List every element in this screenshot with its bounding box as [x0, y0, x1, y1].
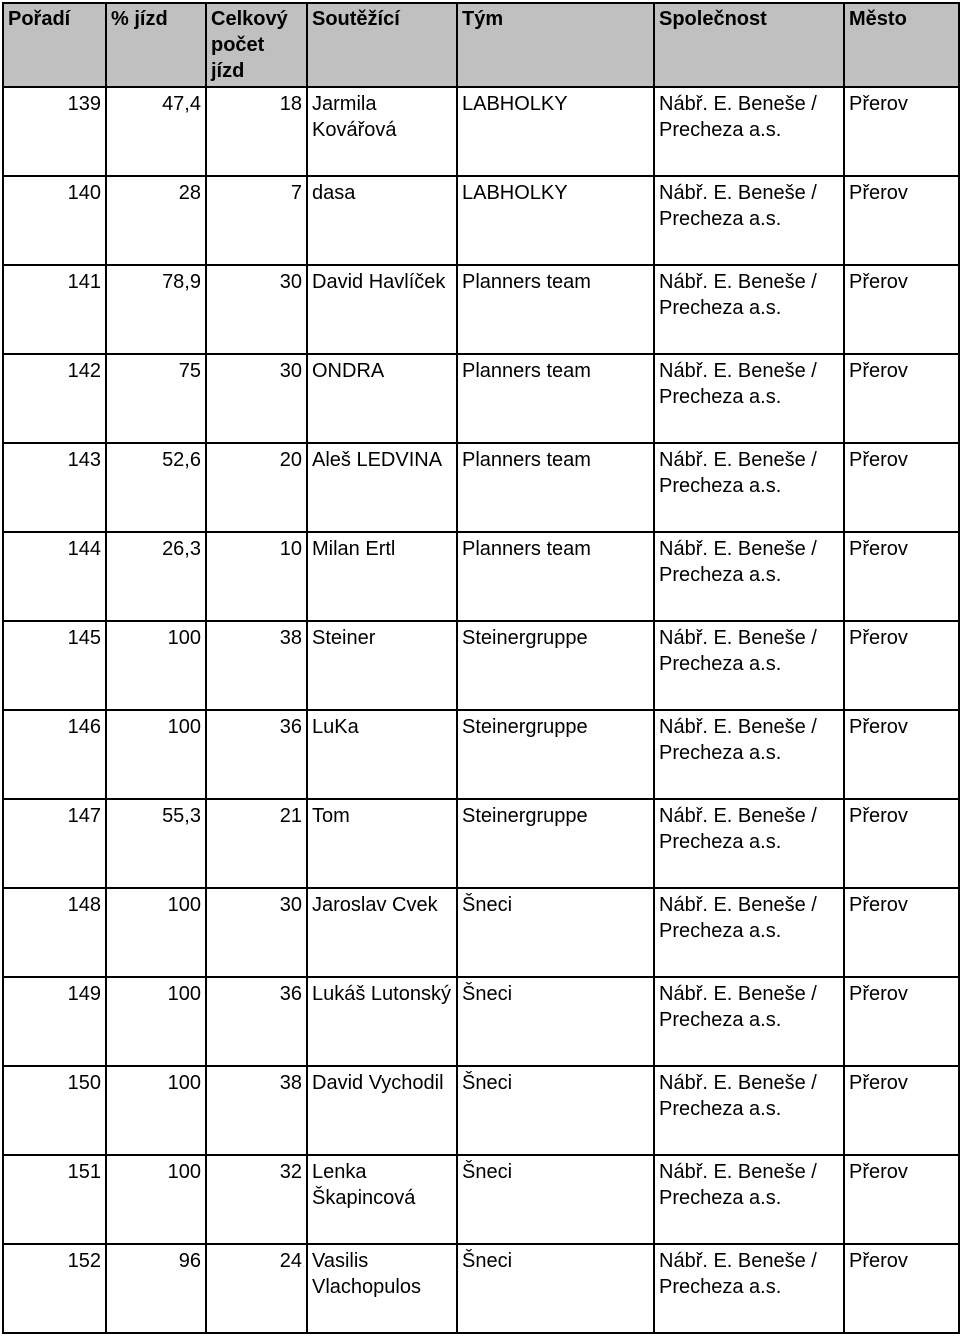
city-cell: Přerov	[844, 265, 959, 354]
team-cell: Šneci	[457, 1155, 654, 1244]
city-cell: Přerov	[844, 87, 959, 176]
company-cell: Nábř. E. Beneše / Precheza a.s.	[654, 710, 844, 799]
company-cell: Nábř. E. Beneše / Precheza a.s.	[654, 265, 844, 354]
rank-cell: 140	[3, 176, 106, 265]
table-row	[3, 443, 959, 532]
header-team: Tým	[457, 3, 654, 87]
total-cell: 32	[206, 1155, 307, 1244]
competitor-cell: Jarmila Kovářová	[307, 87, 457, 176]
total-cell: 30	[206, 265, 307, 354]
rank-cell: 142	[3, 354, 106, 443]
rank-cell: 149	[3, 977, 106, 1066]
city-cell: Přerov	[844, 443, 959, 532]
competitor-cell: Aleš LEDVINA	[307, 443, 457, 532]
team-cell: Steinergruppe	[457, 621, 654, 710]
total-cell: 30	[206, 354, 307, 443]
company-cell: Nábř. E. Beneše / Precheza a.s.	[654, 799, 844, 888]
company-cell: Nábř. E. Beneše / Precheza a.s.	[654, 532, 844, 621]
team-cell: Šneci	[457, 977, 654, 1066]
company-cell: Nábř. E. Beneše / Precheza a.s.	[654, 1066, 844, 1155]
rank-cell: 144	[3, 532, 106, 621]
pct-cell: 47,4	[106, 87, 206, 176]
table-row	[3, 87, 959, 176]
table-row	[3, 1155, 959, 1244]
rank-cell: 150	[3, 1066, 106, 1155]
header-row	[3, 3, 959, 87]
header-total: Celkový počet jízd	[206, 3, 307, 87]
pct-cell: 52,6	[106, 443, 206, 532]
city-cell: Přerov	[844, 710, 959, 799]
pct-cell: 100	[106, 621, 206, 710]
team-cell: Šneci	[457, 1244, 654, 1333]
competitor-cell: dasa	[307, 176, 457, 265]
table-row	[3, 621, 959, 710]
team-cell: Steinergruppe	[457, 799, 654, 888]
competitor-cell: Tom	[307, 799, 457, 888]
team-cell: Planners team	[457, 532, 654, 621]
pct-cell: 75	[106, 354, 206, 443]
city-cell: Přerov	[844, 1155, 959, 1244]
company-cell: Nábř. E. Beneše / Precheza a.s.	[654, 176, 844, 265]
rank-cell: 148	[3, 888, 106, 977]
company-cell: Nábř. E. Beneše / Precheza a.s.	[654, 1244, 844, 1333]
rank-cell: 145	[3, 621, 106, 710]
header-pct: % jízd	[106, 3, 206, 87]
pct-cell: 96	[106, 1244, 206, 1333]
header-city: Město	[844, 3, 959, 87]
table-row	[3, 265, 959, 354]
table-row	[3, 1066, 959, 1155]
total-cell: 38	[206, 1066, 307, 1155]
company-cell: Nábř. E. Beneše / Precheza a.s.	[654, 87, 844, 176]
team-cell: Šneci	[457, 888, 654, 977]
pct-cell: 100	[106, 888, 206, 977]
company-cell: Nábř. E. Beneše / Precheza a.s.	[654, 443, 844, 532]
team-cell: LABHOLKY	[457, 176, 654, 265]
competitor-cell: Steiner	[307, 621, 457, 710]
total-cell: 38	[206, 621, 307, 710]
city-cell: Přerov	[844, 977, 959, 1066]
city-cell: Přerov	[844, 621, 959, 710]
table-row	[3, 1244, 959, 1333]
competitor-cell: Jaroslav Cvek	[307, 888, 457, 977]
competitor-cell: Milan Ertl	[307, 532, 457, 621]
total-cell: 30	[206, 888, 307, 977]
competitor-cell: ONDRA	[307, 354, 457, 443]
rank-cell: 143	[3, 443, 106, 532]
results-table	[2, 2, 960, 1334]
table-row	[3, 799, 959, 888]
city-cell: Přerov	[844, 176, 959, 265]
team-cell: Planners team	[457, 354, 654, 443]
total-cell: 20	[206, 443, 307, 532]
header-company: Společnost	[654, 3, 844, 87]
city-cell: Přerov	[844, 799, 959, 888]
company-cell: Nábř. E. Beneše / Precheza a.s.	[654, 977, 844, 1066]
rank-cell: 151	[3, 1155, 106, 1244]
total-cell: 24	[206, 1244, 307, 1333]
pct-cell: 26,3	[106, 532, 206, 621]
company-cell: Nábř. E. Beneše / Precheza a.s.	[654, 354, 844, 443]
pct-cell: 100	[106, 710, 206, 799]
city-cell: Přerov	[844, 1066, 959, 1155]
competitor-cell: Lenka Škapincová	[307, 1155, 457, 1244]
company-cell: Nábř. E. Beneše / Precheza a.s.	[654, 1155, 844, 1244]
competitor-cell: Vasilis Vlachopulos	[307, 1244, 457, 1333]
city-cell: Přerov	[844, 1244, 959, 1333]
header-competitor: Soutěžící	[307, 3, 457, 87]
company-cell: Nábř. E. Beneše / Precheza a.s.	[654, 621, 844, 710]
total-cell: 36	[206, 977, 307, 1066]
table-row	[3, 710, 959, 799]
rank-cell: 141	[3, 265, 106, 354]
table-row	[3, 532, 959, 621]
company-cell: Nábř. E. Beneše / Precheza a.s.	[654, 888, 844, 977]
total-cell: 7	[206, 176, 307, 265]
total-cell: 18	[206, 87, 307, 176]
city-cell: Přerov	[844, 888, 959, 977]
city-cell: Přerov	[844, 532, 959, 621]
pct-cell: 100	[106, 1066, 206, 1155]
pct-cell: 78,9	[106, 265, 206, 354]
pct-cell: 55,3	[106, 799, 206, 888]
rank-cell: 152	[3, 1244, 106, 1333]
table-row	[3, 977, 959, 1066]
rank-cell: 146	[3, 710, 106, 799]
header-rank: Pořadí	[3, 3, 106, 87]
team-cell: Planners team	[457, 443, 654, 532]
table-row	[3, 176, 959, 265]
total-cell: 36	[206, 710, 307, 799]
total-cell: 21	[206, 799, 307, 888]
competitor-cell: Lukáš Lutonský	[307, 977, 457, 1066]
rank-cell: 139	[3, 87, 106, 176]
table-row	[3, 888, 959, 977]
competitor-cell: LuKa	[307, 710, 457, 799]
pct-cell: 100	[106, 977, 206, 1066]
total-cell: 10	[206, 532, 307, 621]
rank-cell: 147	[3, 799, 106, 888]
competitor-cell: David Havlíček	[307, 265, 457, 354]
team-cell: Planners team	[457, 265, 654, 354]
table-row	[3, 354, 959, 443]
team-cell: LABHOLKY	[457, 87, 654, 176]
team-cell: Šneci	[457, 1066, 654, 1155]
pct-cell: 100	[106, 1155, 206, 1244]
pct-cell: 28	[106, 176, 206, 265]
team-cell: Steinergruppe	[457, 710, 654, 799]
competitor-cell: David Vychodil	[307, 1066, 457, 1155]
city-cell: Přerov	[844, 354, 959, 443]
